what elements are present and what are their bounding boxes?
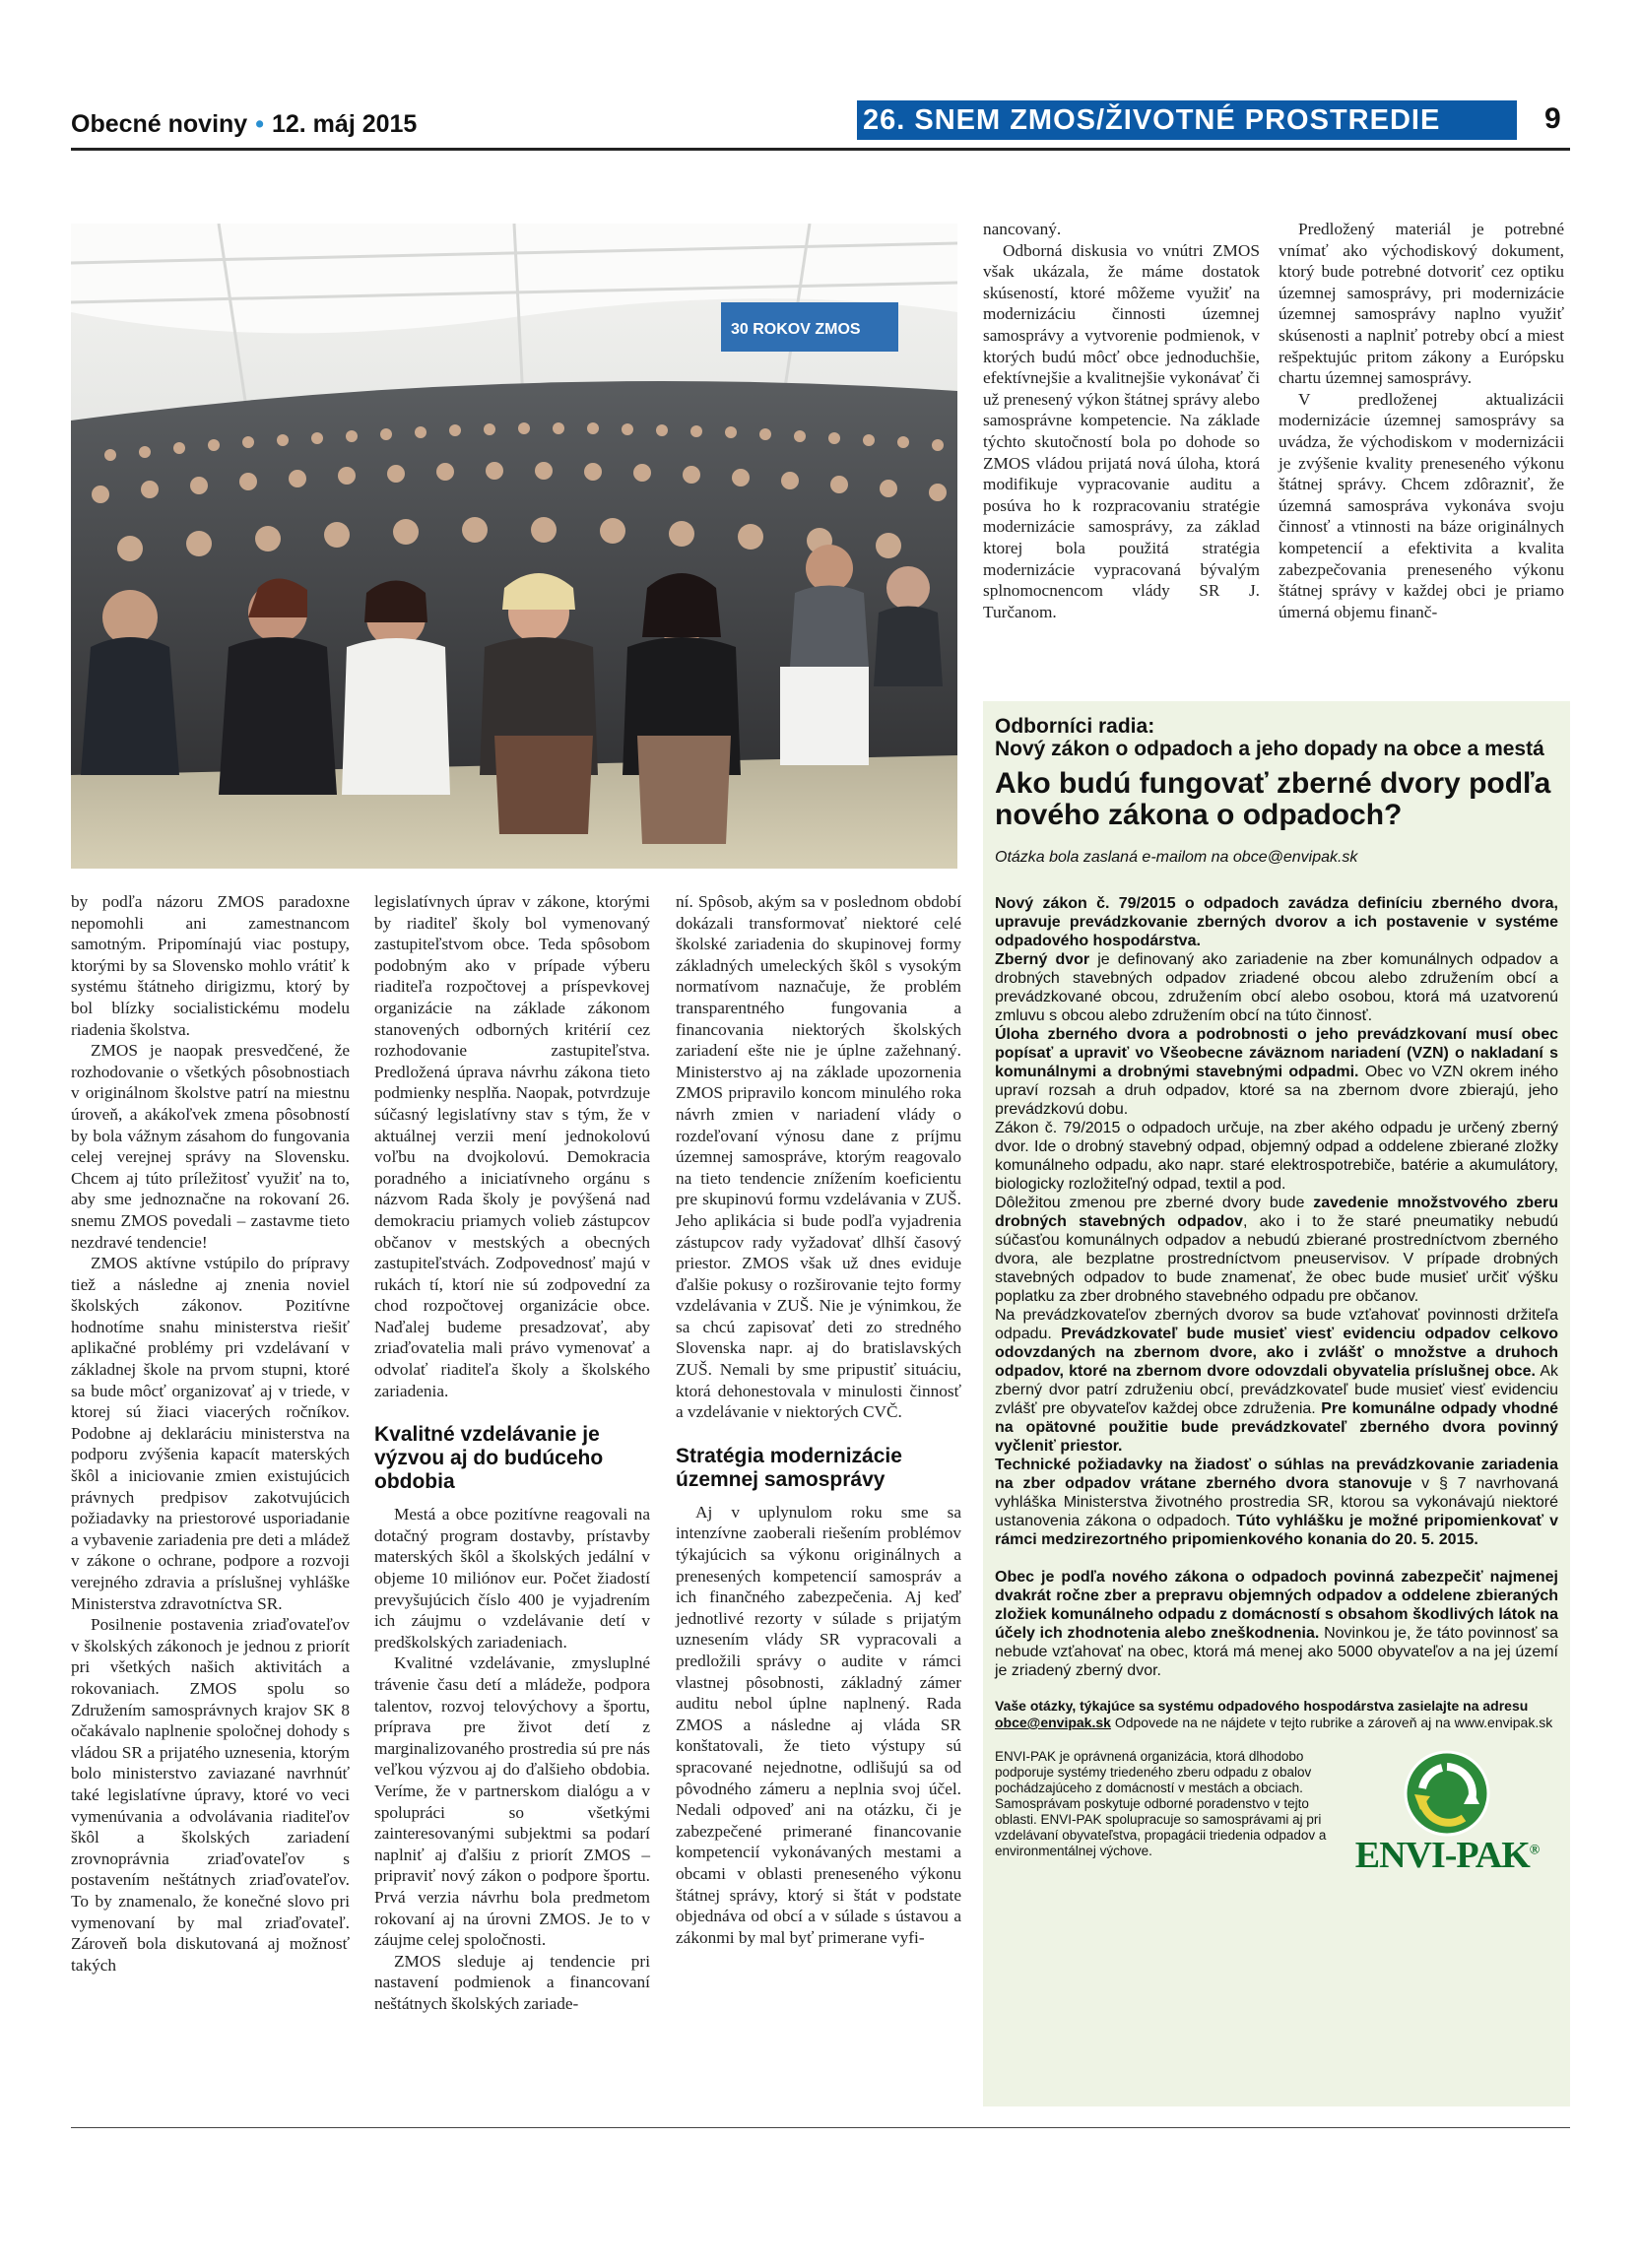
box-question-source: Otázka bola zaslaná e-mailom na obce@envipak.sk: [995, 849, 1358, 866]
box-para: Nový zákon č. 79/2015 o odpadoch zavádza definíciu zberného dvora, upravuje prevádzkovanie zberných dvorov a ich postavenie v systéme odpadového hospodárstva.: [995, 895, 1558, 949]
contact-lead: Vaše otázky, týkajúce sa systému odpadového hospodárstva zasielajte na adresu: [995, 1698, 1529, 1714]
article-col-3: [676, 891, 961, 1948]
article-paragraph: ZMOS aktívne vstúpilo do prípravy tiež a následne aj znenia noviel školských zákonov. Pozitívne hodnotíme snahu ministerstva riešiť aplikačné problémy pri vzdelávaní v základnej škole na prvom stupni, ktoré sa bude môcť organizovať aj v triede, v ktorej sú žiaci viacerých ročníkov. Podobne aj deklaráciu ministerstva na podporu zvýšenia kapacít materských škôl a iniciovanie zmien existujúcich právnych predpisov zakotvujúcich požiadavky na priestorové usporiadanie a vybavenie zariadenia pre deti a mládež v zákone o ochrane, podpore a rozvoji verejného zdravia a príslušnej vyhláške Ministerstva zdravotníctva SR.: [71, 1254, 350, 1613]
box-para-bold: Úloha zberného dvora a podrobnosti o jeho prevádzkovaní musí obec popísať a upraviť vo Všeobecne záväznom nariadení (VZN) o nakladaní s komunálnymi a drobnými stavebnými odpadmi.: [995, 1026, 1558, 1080]
box-para-bold: zavedenie množstvového zberu drobných stavebných odpadov: [995, 1195, 1558, 1230]
box-para: , ako i to že staré pneumatiky nebudú súčasťou komunálnych odpadov a nebudú zbierané prostredníctvom zberného dvora, ale bezplatne prostredníctvom pneuservisov. V prípade drobných stavebných odpadov to bude znamenať, že obec bude musieť určiť výšku poplatku za zber drobného stavebného odpadu pre občanov.: [995, 1213, 1559, 1305]
contact-email-link[interactable]: obce@envipak.sk: [995, 1715, 1111, 1730]
box-para: Obec vo VZN okrem iného upraví rozsah a druh odpadov, ktoré sa na zbernom dvore zbierajú, jeho prevádzkovú dobu.: [995, 1064, 1558, 1118]
box-para: Novinkou je, že táto povinnosť sa nebude vzťahovať na obec, ktorá má menej ako 5000 obyvateľov a na jej území je zriadený zberný dvor.: [995, 1625, 1558, 1679]
box-kicker: Odborníci radia: Nový zákon o odpadoch a jeho dopady na obce a mestá: [995, 715, 1544, 760]
article-paragraph: Kvalitné vzdelávanie, zmysluplné trávenie času detí a mládeže, podpora talentov, rozvoj telovýchovy a športu, príprava pre život detí z marginalizovaného prostredia sú pre nás veľkou výzvou aj do ďalšieho obdobia. Veríme, že v partnerskom dialógu a v spolupráci so všetkými zainteresovanými subjektmi sa podarí naplniť aj ďalšiu z priorít ZMOS – pripraviť nový zákon o podpore športu. Prvá verzia návrhu bola predmetom rokovaní aj na úrovni ZMOS. Je to v záujme celej spoločnosti.: [374, 1653, 650, 1950]
article-paragraph: ní. Spôsob, akým sa v poslednom období dokázali transformovať niektoré celé školské zariadenia do skupinovej formy základných umeleckých škôl s vysokým normatívom naznačuje, že problém transparentného fungovania a financovania niektorých školských zariadení ešte nie je úplne zažehnaný. Ministerstvo aj na základe upozornenia ZMOS pripravilo koncom minulého roka návrh zmien v nariadení vlády o rozdeľovaní výnosu dane z príjmu územnej samospráve, ktorým reagovalo na tieto tendencie znížením koeficientu pre skupinovú formu vzdelávania v ZUŠ. Jeho aplikácia si bude podľa vyjadrenia zástupcov rady vyžadovať dlhší časový priestor. ZMOS však už dnes eviduje ďalšie pokusy o rozširovanie tejto formy vzdelávania v ZUŠ. Nie je výnimkou, že sa chcú zapisovať deti zo stredného Slovenska napr. aj do bratislavských ZUŠ. Nemali by sme pripustiť situáciu, ktorá dehonestovala v minulosti činnosť a vzdelávanie v niektorých CVČ.: [676, 892, 961, 1422]
article-paragraph: ZMOS sleduje aj tendencie pri nastavení podmienok a financovaní neštátnych školských zariade-: [374, 1951, 650, 2013]
header-rule: [71, 148, 1570, 151]
article-paragraph: V predloženej aktualizácii modernizácie územnej samosprávy sa uvádza, že východiskom v modernizácii je zvýšenie kvality preneseného výkonu štátnej správy. Chcem zdôrazniť, že územná samospráva vykonáva svoju činnosť a vtinnosti na báze originálnych kompetencií a efektivita a kvalita zabezpečovania preneseného výkonu štátnej správy v každej obci je priamo úmerná objemu finanč-: [1279, 389, 1564, 621]
article-paragraph: Aj v uplynulom roku sme sa intenzívne zaoberali riešením problémov týkajúcich sa výkonu originálnych a prenesených kompetencií samospráv a ich finančného zabezpečenia. Aj keď jednotlivé rezorty v súlade s prijatým uznesením vlády SR vypracovali a predložili správy o audite v rámci vlastnej pôsobnosti, základný zámer auditu nebol úplne naplnený. Rada ZMOS a následne aj vláda SR konštatovali, že tieto výstupy sú spracované nejednotne, odlišujú sa od pôvodného zámeru a neplnia svoj účel. Nedali odpoveď ani na otázku, či je zabezpečené primerané financovanie kompetencií vykonávaných mestami a obcami v oblasti preneseného výkonu štátnej správy, ktorý si štát v podstate objednáva od obcí a v súlade s ústavou a zákonmi by mal byť primerane vyfi-: [676, 1502, 961, 1947]
publication-name: Obecné noviny: [71, 110, 248, 138]
box-para-bold: Pre komunálne odpady vhodné na opätovné použitie bude prevádzkovateľ zberného dvora povinný vyčleniť priestor.: [995, 1400, 1559, 1455]
box-para: Dôležitou zmenou pre zberné dvory bude: [995, 1195, 1314, 1211]
advice-box: [983, 701, 1570, 2106]
article-col-1: [71, 891, 350, 1976]
section-heading-education: Kvalitné vzdelávanie je výzvou aj do budúceho obdobia: [374, 1423, 604, 1494]
audience-photo: [71, 224, 957, 869]
article-col-top-4: [1279, 219, 1564, 622]
box-para: je definovaný ako zariadenie na zber komunálnych odpadov a drobných stavebných odpadov zriadené obcou alebo združením obcí a prevádzkované obcou, združením obcí alebo osobou, ktorá má uzatvorenú zmluvu s obcou alebo združením obcí na túto činnosť.: [995, 951, 1558, 1024]
article-paragraph: Posilnenie postavenia zriaďovateľov v školských zákonoch je jednou z priorít pri všetkých našich aktivitách a rokovaniach. ZMOS spolu so Združením samosprávnych krajov SK 8 očakávalo naplnenie spoločnej dohody s vládou SR a prijatého uznesenia, ktorým bolo ministerstvo zaviazané navrhnúť také legislatívne úpravy, ktoré vo veci vymenúvania a odvolávania riaditeľov škôl a školských zariadení zrovnoprávnia zriaďovateľov s postavením neštátnych zriaďovateľov. To by znamenalo, že konečné slovo pri vymenovaní by mal zriaďovateľ. Zároveň bola diskutovaná aj možnosť takých: [71, 1615, 350, 1975]
footer-rule: [71, 2127, 1570, 2128]
header-separator: •: [255, 110, 264, 138]
section-title: 26. SNEM ZMOS/ŽIVOTNÉ PROSTREDIE: [857, 100, 1517, 140]
box-para-bold: Obec je podľa nového zákona o odpadoch povinná zabezpečiť najmenej dvakrát ročne zber a prepravu objemných odpadov a oddelene zbieraných zložiek komunálneho odpadu z domácností s obsahom škodlivých látok na účely ich zhodnotenia alebo zneškodnenia.: [995, 1569, 1558, 1642]
contact-note: [995, 1698, 1558, 1731]
logo-wordmark: ENVI-PAK: [1354, 1835, 1530, 1876]
issue-date: 12. máj 2015: [271, 110, 418, 138]
box-body: [995, 894, 1558, 1680]
article-paragraph: legislatívnych úprav v zákone, ktorými by riaditeľ školy bol vymenovaný zastupiteľstvom obce. Teda spôsobom podobným ako v prípade výberu riaditeľa rozpočtovej a príspevkovej organizácie na základe zákonom stanovených odborných kritérií cez rozhodovanie zastupiteľstva. Predložená úprava návrhu zákona tieto podmienky nesplňa. Naopak, potvrdzuje súčasný legislatívny stav s tým, že v aktuálnej verzii mení jednokolovú voľbu na dvojkolovú. Demokracia poradného a iniciatívneho orgánu s názvom Rada školy je povýšená nad demokraciu priamych volieb zástupcov občanov v mestských a obecných zastupiteľstvách. Zodpovednosť majú v rukách tí, ktorí nie sú zodpovední za chod rozpočtovej organizácie obce. Naďalej budeme presadzovať, aby zriaďovatelia mali právo vymenovať a odvolať riaditeľa školy a školského zariadenia.: [374, 892, 650, 1400]
article-paragraph: ZMOS je naopak presvedčené, že rozhodovanie o všetkých pôsobnostiach v originálnom školstve patrí na miestnu úroveň, a akákoľvek zmena pôsobností by bola vážnym zásahom do fungovania celej verejnej správy na Slovensku. Chcem aj túto príležitosť využiť na to, aby sme jednoznačne na rokovaní 26. snemu ZMOS povedali – zastavme tieto nezdravé tendencie!: [71, 1041, 350, 1252]
article-paragraph: nancovaný.: [983, 220, 1062, 238]
box-para-bold: Prevádzkovateľ bude musieť viesť evidenciu odpadov celkovo odovzdaných na zbernom dvore, ako i zvlášť o množstve a druhoch odpadov, ktoré na zbernom dvore odovzdali obyvatelia príslušnej obce.: [995, 1326, 1559, 1380]
envipak-logo: [1353, 1749, 1541, 1887]
envipak-section: [995, 1749, 1558, 1887]
photo-banner: 30 ROKOV ZMOS: [731, 321, 861, 338]
box-para-bold: Zberný dvor: [995, 951, 1090, 968]
article-col-2: [374, 891, 650, 2015]
page-number: 9: [1544, 102, 1561, 135]
box-para-bold: Technické požiadavky na žiadosť o súhlas na prevádzkovanie zariadenia na zber odpadov vrátane zberného dvora stanovuje: [995, 1457, 1558, 1492]
box-para: Na prevádzkovateľov zberných dvorov sa bude vzťahovať povinnosti držiteľa odpadu.: [995, 1307, 1558, 1342]
article-paragraph: Mestá a obce pozitívne reagovali na dotačný program dostavby, prístavby materských škôl a školských jedální v objeme 10 miliónov eur. Počet žiadostí prevyšujúcich číslo 400 je vyjadrením ich záujmu o vzdelávanie detí v predškolských zariadeniach.: [374, 1505, 650, 1652]
box-para-bold: Túto vyhlášku je možné pripomienkovať v rámci medzirezortného pripomienkového konania do 20. 5. 2015.: [995, 1513, 1559, 1548]
publication-header: [71, 110, 417, 139]
box-para: Ak zberný dvor patrí združeniu obcí, prevádzkovateľ bude musieť viesť evidenciu zvlášť pre obyvateľov každej obce združenia.: [995, 1363, 1558, 1417]
contact-rest: Odpovede na ne nájdete v tejto rubrike a zároveň aj na www.envipak.sk: [1110, 1715, 1553, 1730]
logo-registered: ®: [1529, 1843, 1540, 1858]
article-paragraph: Odborná diskusia vo vnútri ZMOS však ukázala, že máme dostatok skúseností, ktoré môžeme využiť na modernizáciu činnosti územnej samosprávy a vytvorenie podmienok, v ktorých budú môcť obce jednoduchšie, efektívnejšie a kvalitnejšie vykonávať či už prenesený výkon štátnej správy alebo samosprávne kompetencie. Na základe týchto skutočností bola po dohode so ZMOS vládou prijatá nová úloha, ktorá modifikuje vypracovanie auditu a posúva ho k rozpracovaniu stratégie modernizácie samosprávy, za základ ktorej bola použitá stratégia modernizácie vypracovaná bývalým splnomocnencom vlády SR J. Turčanom.: [983, 240, 1260, 621]
box-para: Zákon č. 79/2015 o odpadoch určuje, na zber akého odpadu je určený zberný dvor. Ide o drobný stavebný odpad, objemný odpad a oddelene zbierané zložky komunálneho odpadu, ako napr. staré elektrospotrebiče, batérie a akumulátory, biologicky rozložiteľný odpad, textil a pod.: [995, 1120, 1558, 1193]
envipak-description: ENVI-PAK je oprávnená organizácia, ktorá dlhodobo podporuje systémy triedeného zberu odpadu z obalov pochádzajúceho z domácností v mestách a obciach. Samosprávam poskytuje odborné poradenstvo v tejto oblasti. ENVI-PAK spolupracuje so samosprávami aj pri vzdelávaní obyvateľstva, propagácii triedenia odpadov a environmentálnej výchove.: [995, 1749, 1327, 1858]
box-para: v § 7 navrhovaná vyhláška Ministerstva životného prostredia SR, ktorou sa vykonávajú niektoré ustanovenia zákona o odpadoch.: [995, 1475, 1558, 1529]
article-col-top-3: [983, 219, 1260, 622]
article-paragraph: Predložený materiál je potrebné vnímať ako východiskový dokument, ktorý bude potrebné dotvoriť cez optiku územnej samosprávy, pri modernizácie územnej samosprávy naplno využiť skúsenosti a naplniť potreby obcí a miest rešpektujúc pritom zákony a Európsku chartu územnej samosprávy.: [1279, 220, 1564, 388]
recycle-icon: [1403, 1749, 1491, 1838]
section-heading-strategy: Stratégia modernizácie územnej samosprávy: [676, 1444, 902, 1491]
box-headline: Ako budú fungovať zberné dvory podľa nového zákona o odpadoch?: [995, 767, 1551, 831]
article-paragraph: by podľa názoru ZMOS paradoxne nepomohli ani zamestnancom samotným. Pripomínajú viac postupy, ktorými by sa Slovensko mohlo vrátiť k systému štátneho dirigizmu, ktorý by bol blízky socialistickému modelu riadenia školstva.: [71, 892, 350, 1039]
